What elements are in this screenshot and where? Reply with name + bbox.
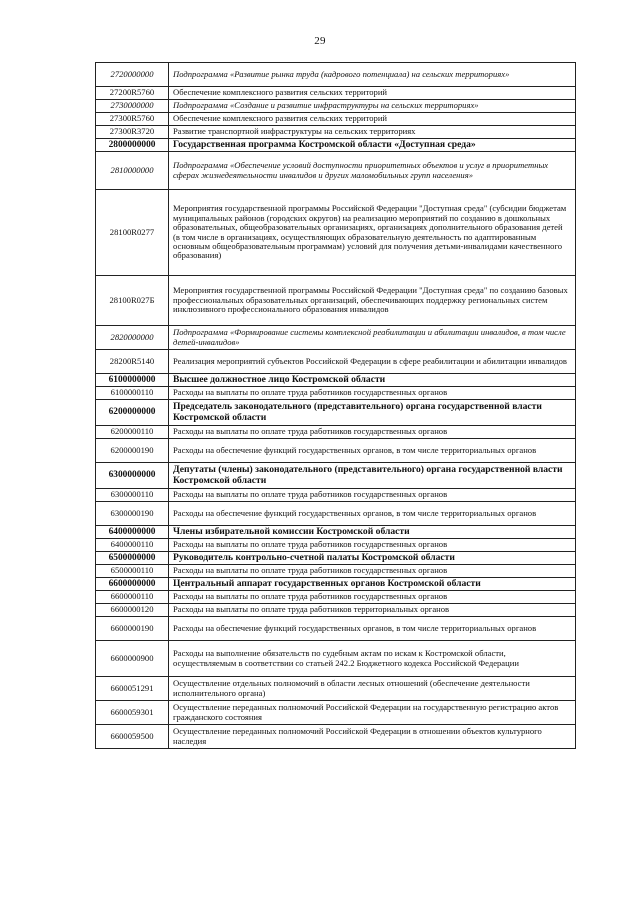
budget-code-table <box>95 62 576 749</box>
row-code: 28100R027Б <box>96 276 169 326</box>
table-row <box>96 677 576 701</box>
table-row <box>96 100 576 113</box>
table-row <box>96 552 576 565</box>
row-description: Обеспечение комплексного развития сельских территорий <box>169 87 576 100</box>
row-code: 2720000000 <box>96 63 169 87</box>
table-row <box>96 190 576 276</box>
table-row <box>96 578 576 591</box>
table-row <box>96 502 576 526</box>
row-description: Развитие транспортной инфраструктуры на сельских территориях <box>169 126 576 139</box>
table-row <box>96 617 576 641</box>
row-code: 6200000190 <box>96 439 169 463</box>
table-row <box>96 387 576 400</box>
row-description: Депутаты (члены) законодательного (представительного) органа государственной власти Костромской области <box>169 463 576 489</box>
row-description: Расходы на выплаты по оплате труда работников государственных органов <box>169 387 576 400</box>
row-code: 2800000000 <box>96 139 169 152</box>
table-row <box>96 374 576 387</box>
table-row <box>96 326 576 350</box>
row-description: Расходы на выплаты по оплате труда работников государственных органов <box>169 591 576 604</box>
row-description: Члены избирательной комиссии Костромской области <box>169 526 576 539</box>
row-description: Обеспечение комплексного развития сельских территорий <box>169 113 576 126</box>
row-description: Расходы на обеспечение функций государственных органов, в том числе территориальных органов <box>169 502 576 526</box>
row-description: Подпрограмма «Создание и развитие инфраструктуры на сельских территориях» <box>169 100 576 113</box>
row-description: Высшее должностное лицо Костромской области <box>169 374 576 387</box>
table-row <box>96 139 576 152</box>
row-description: Подпрограмма «Формирование системы комплексной реабилитации и абилитации инвалидов, в том числе детей-инвалидов» <box>169 326 576 350</box>
table-row <box>96 113 576 126</box>
row-code: 6600051291 <box>96 677 169 701</box>
row-code: 28200R5140 <box>96 350 169 374</box>
row-code: 6200000000 <box>96 400 169 426</box>
table-row <box>96 400 576 426</box>
row-code: 6500000110 <box>96 565 169 578</box>
row-description: Осуществление переданных полномочий Российской Федерации в отношении объектов культурного наследия <box>169 725 576 749</box>
row-code: 27300R5760 <box>96 113 169 126</box>
row-code: 6200000110 <box>96 426 169 439</box>
table-row <box>96 565 576 578</box>
row-code: 6600000110 <box>96 591 169 604</box>
row-description: Расходы на выплаты по оплате труда работников государственных органов <box>169 426 576 439</box>
table-row <box>96 641 576 677</box>
table-row <box>96 539 576 552</box>
table-row <box>96 426 576 439</box>
row-description: Расходы на обеспечение функций государственных органов, в том числе территориальных органов <box>169 617 576 641</box>
row-code: 6600000000 <box>96 578 169 591</box>
row-code: 6600000120 <box>96 604 169 617</box>
table-row <box>96 152 576 190</box>
table-row <box>96 63 576 87</box>
table-row <box>96 725 576 749</box>
row-description: Расходы на обеспечение функций государственных органов, в том числе территориальных органов <box>169 439 576 463</box>
row-code: 2810000000 <box>96 152 169 190</box>
row-code: 27300R3720 <box>96 126 169 139</box>
table-row <box>96 87 576 100</box>
row-code: 28100R0277 <box>96 190 169 276</box>
row-description: Расходы на выплаты по оплате труда работников государственных органов <box>169 565 576 578</box>
table-row <box>96 489 576 502</box>
table-row <box>96 526 576 539</box>
row-code: 6600059301 <box>96 701 169 725</box>
row-code: 6100000000 <box>96 374 169 387</box>
table-row <box>96 350 576 374</box>
row-code: 6600059500 <box>96 725 169 749</box>
row-description: Расходы на выполнение обязательств по судебным актам по искам к Костромской области, осуществляемым в соответствии со статьей 242.2 Бюджетного кодекса Российской Федерации <box>169 641 576 677</box>
row-code: 6600000900 <box>96 641 169 677</box>
row-code: 27200R5760 <box>96 87 169 100</box>
row-code: 6300000110 <box>96 489 169 502</box>
row-description: Мероприятия государственной программы Российской Федерации "Доступная среда" по созданию базовых профессиональных образовательных организаций, обеспечивающих поддержку региональных систем инклюзивного профессионального образования инвалидов <box>169 276 576 326</box>
row-description: Расходы на выплаты по оплате труда работников территориальных органов <box>169 604 576 617</box>
row-code: 6600000190 <box>96 617 169 641</box>
row-code: 6400000110 <box>96 539 169 552</box>
row-description: Расходы на выплаты по оплате труда работников государственных органов <box>169 489 576 502</box>
table-body <box>96 63 576 749</box>
table-row <box>96 126 576 139</box>
row-description: Подпрограмма «Развитие рынка труда (кадрового потенциала) на сельских территориях» <box>169 63 576 87</box>
table-row <box>96 604 576 617</box>
row-code: 6300000000 <box>96 463 169 489</box>
row-code: 2730000000 <box>96 100 169 113</box>
row-description: Подпрограмма «Обеспечение условий доступности приоритетных объектов и услуг в приоритетных сферах жизнедеятельности инвалидов и других маломобильных групп населения» <box>169 152 576 190</box>
row-code: 2820000000 <box>96 326 169 350</box>
table-row <box>96 591 576 604</box>
row-code: 6500000000 <box>96 552 169 565</box>
page-number: 29 <box>314 35 326 47</box>
table-row <box>96 463 576 489</box>
row-description: Государственная программа Костромской области «Доступная среда» <box>169 139 576 152</box>
row-code: 6400000000 <box>96 526 169 539</box>
row-description: Осуществление переданных полномочий Российской Федерации на государственную регистрацию актов гражданского состояния <box>169 701 576 725</box>
table-row <box>96 701 576 725</box>
table-row <box>96 439 576 463</box>
row-description: Реализация мероприятий субъектов Российской Федерации в сфере реабилитации и абилитации инвалидов <box>169 350 576 374</box>
row-code: 6100000110 <box>96 387 169 400</box>
row-description: Председатель законодательного (представительного) органа государственной власти Костромской области <box>169 400 576 426</box>
row-code: 6300000190 <box>96 502 169 526</box>
row-description: Расходы на выплаты по оплате труда работников государственных органов <box>169 539 576 552</box>
row-description: Осуществление отдельных полномочий в области лесных отношений (обеспечение деятельности исполнительного органа) <box>169 677 576 701</box>
row-description: Центральный аппарат государственных органов Костромской области <box>169 578 576 591</box>
row-description: Руководитель контрольно-счетной палаты Костромской области <box>169 552 576 565</box>
table-row <box>96 276 576 326</box>
row-description: Мероприятия государственной программы Российской Федерации "Доступная среда" (субсидии бюджетам муниципальных районов (городских округов) на реализацию мероприятий по созданию в дошкольных образовательных, общеобразовательных организациях, организациях дополнительного образования детей (в том числе в организациях, осуществляющих образовательную деятельность по адаптированным основным общеобразовательным программам) условий для получения детьми-инвалидами качественного образования) <box>169 190 576 276</box>
